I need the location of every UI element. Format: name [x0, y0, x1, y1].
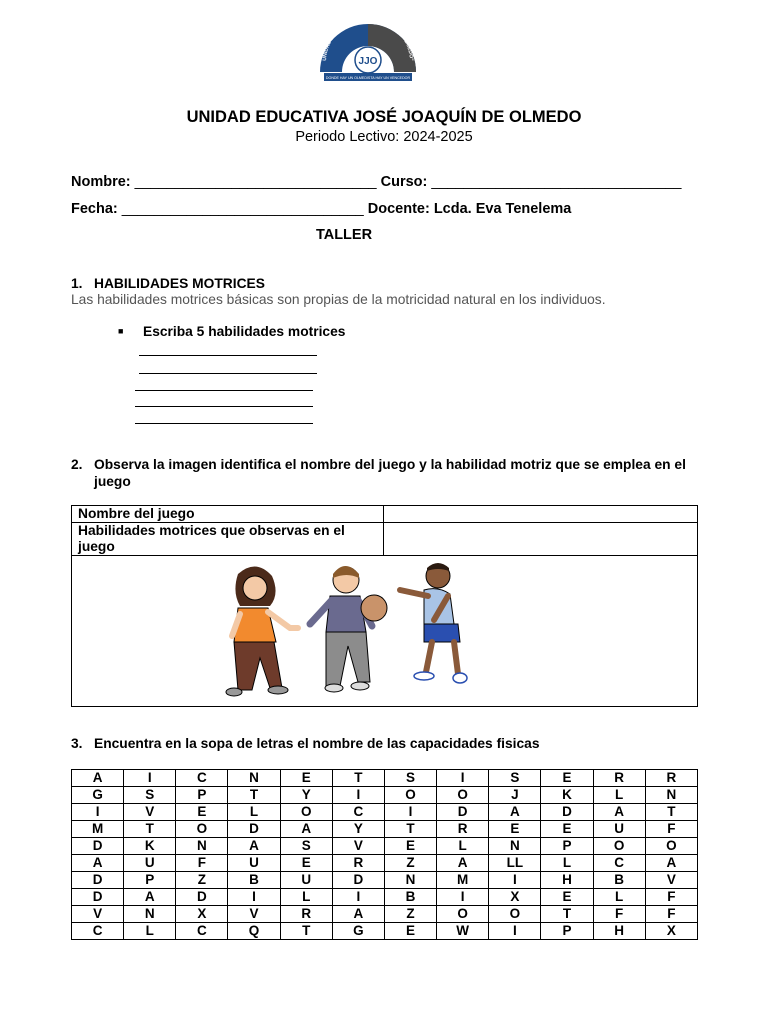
kids-playing-ball-illustration	[72, 556, 697, 702]
curso-field[interactable]: _______________________________	[431, 174, 682, 190]
word-search-cell[interactable]: L	[124, 923, 176, 940]
word-search-cell[interactable]: R	[437, 821, 489, 838]
word-search-cell[interactable]: E	[280, 855, 332, 872]
word-search-cell[interactable]: T	[541, 906, 593, 923]
girl-figure	[226, 566, 298, 696]
section3-title: Encuentra en la sopa de letras el nombre de las capacidades fisicas	[94, 736, 540, 751]
word-search-cell[interactable]: A	[228, 838, 280, 855]
word-search-cell[interactable]: E	[384, 838, 436, 855]
word-search-row	[72, 906, 698, 923]
word-search-cell[interactable]: F	[176, 855, 228, 872]
word-search-cell[interactable]: F	[645, 889, 697, 906]
word-search-cell[interactable]: X	[176, 906, 228, 923]
word-search-cell[interactable]: R	[332, 855, 384, 872]
word-search-cell[interactable]: Z	[384, 906, 436, 923]
word-search-cell[interactable]: O	[645, 838, 697, 855]
word-search-row	[72, 872, 698, 889]
motor-skills-answer[interactable]	[384, 523, 698, 556]
word-search-cell[interactable]: S	[124, 787, 176, 804]
word-search-cell[interactable]: E	[384, 923, 436, 940]
word-search-cell[interactable]: C	[176, 923, 228, 940]
section1-number: 1.	[71, 276, 83, 291]
word-search-cell[interactable]: U	[280, 872, 332, 889]
word-search-cell[interactable]: N	[645, 787, 697, 804]
word-search-cell[interactable]: D	[332, 872, 384, 889]
name-course-row	[71, 174, 681, 190]
section3-heading	[71, 736, 540, 751]
word-search-cell[interactable]: Y	[280, 787, 332, 804]
word-search-cell[interactable]: O	[437, 787, 489, 804]
word-search-row	[72, 838, 698, 855]
word-search-cell[interactable]: A	[124, 889, 176, 906]
boy-right-figure	[400, 563, 467, 683]
word-search-cell[interactable]: D	[541, 804, 593, 821]
word-search-cell[interactable]: E	[176, 804, 228, 821]
word-search-row	[72, 787, 698, 804]
word-search-cell[interactable]: N	[489, 838, 541, 855]
game-name-answer[interactable]	[384, 506, 698, 523]
word-search-cell[interactable]: Z	[384, 855, 436, 872]
word-search-row	[72, 923, 698, 940]
word-search-cell[interactable]: B	[593, 872, 645, 889]
word-search-cell[interactable]: G	[332, 923, 384, 940]
boy-figure	[310, 566, 372, 692]
word-search-cell[interactable]: T	[280, 923, 332, 940]
answer-line[interactable]	[135, 390, 313, 391]
word-search-cell[interactable]: L	[593, 889, 645, 906]
word-search-cell[interactable]: U	[124, 855, 176, 872]
word-search-cell[interactable]: O	[593, 838, 645, 855]
fecha-label: Fecha:	[71, 201, 118, 217]
word-search-cell[interactable]: N	[176, 838, 228, 855]
ball	[361, 595, 387, 621]
word-search-cell[interactable]: A	[645, 855, 697, 872]
word-search-cell[interactable]: Y	[332, 821, 384, 838]
word-search-cell[interactable]: D	[72, 872, 124, 889]
answer-line[interactable]	[135, 406, 313, 407]
word-search-cell[interactable]: T	[124, 821, 176, 838]
word-search-cell[interactable]: I	[437, 770, 489, 787]
school-year: Periodo Lectivo: 2024-2025	[295, 129, 473, 145]
word-search-cell[interactable]: V	[72, 906, 124, 923]
word-search-cell[interactable]: X	[645, 923, 697, 940]
word-search-cell[interactable]: N	[384, 872, 436, 889]
word-search-cell[interactable]: T	[384, 821, 436, 838]
word-search-cell[interactable]: H	[593, 923, 645, 940]
word-search-cell[interactable]: E	[280, 770, 332, 787]
word-search-cell[interactable]: I	[124, 770, 176, 787]
word-search-cell[interactable]: I	[332, 889, 384, 906]
word-search-grid	[71, 769, 698, 940]
word-search-cell[interactable]: G	[72, 787, 124, 804]
logo-text: UNIDAD EDUCATIVA "JOSÉ JOAQUÍN DE OLMEDO"	[321, 15, 414, 62]
word-search-cell[interactable]: C	[176, 770, 228, 787]
game-table	[71, 505, 698, 707]
word-search-cell[interactable]: U	[228, 855, 280, 872]
taller-heading: TALLER	[315, 227, 373, 243]
word-search-cell[interactable]: A	[593, 804, 645, 821]
word-search-cell[interactable]: S	[489, 770, 541, 787]
word-search-cell[interactable]: E	[489, 821, 541, 838]
word-search-cell[interactable]: F	[593, 906, 645, 923]
word-search-cell[interactable]: I	[489, 872, 541, 889]
word-search-cell[interactable]: X	[489, 889, 541, 906]
word-search-cell[interactable]: D	[176, 889, 228, 906]
word-search-cell[interactable]: Q	[228, 923, 280, 940]
school-logo	[312, 10, 424, 86]
word-search-cell[interactable]: S	[280, 838, 332, 855]
motor-skills-label: Habilidades motrices que observas en el juego	[72, 523, 384, 556]
word-search-cell[interactable]: R	[645, 770, 697, 787]
word-search-cell[interactable]: I	[228, 889, 280, 906]
word-search-row	[72, 804, 698, 821]
school-title: UNIDAD EDUCATIVA JOSÉ JOAQUÍN DE OLMEDO	[186, 108, 582, 126]
word-search-cell[interactable]: I	[489, 923, 541, 940]
word-search-cell[interactable]: L	[541, 855, 593, 872]
word-search-cell[interactable]: K	[541, 787, 593, 804]
word-search-cell[interactable]: M	[72, 821, 124, 838]
answer-line[interactable]	[135, 423, 313, 424]
word-search-row	[72, 889, 698, 906]
fecha-field[interactable]: ______________________________	[121, 201, 364, 217]
word-search-cell[interactable]: T	[332, 770, 384, 787]
word-search-cell[interactable]: LL	[489, 855, 541, 872]
word-search-cell[interactable]: O	[176, 821, 228, 838]
word-search-cell[interactable]: S	[384, 770, 436, 787]
word-search-cell[interactable]: O	[384, 787, 436, 804]
bullet-text: Escriba 5 habilidades motrices	[143, 324, 346, 339]
word-search-cell[interactable]: M	[437, 872, 489, 889]
logo-motto: DONDE HAY UN OLMEDISTA HAY UN VENCEDOR	[325, 76, 411, 80]
word-search-cell[interactable]: E	[541, 770, 593, 787]
word-search-cell[interactable]: L	[593, 787, 645, 804]
word-search-cell[interactable]: V	[332, 838, 384, 855]
word-search-cell[interactable]: O	[489, 906, 541, 923]
section2-heading	[71, 456, 701, 490]
word-search-cell[interactable]: K	[124, 838, 176, 855]
word-search-cell[interactable]: F	[645, 821, 697, 838]
word-search-cell[interactable]: B	[228, 872, 280, 889]
word-search-cell[interactable]: J	[489, 787, 541, 804]
word-search-cell[interactable]: A	[72, 855, 124, 872]
section3-number: 3.	[71, 736, 83, 751]
word-search-cell[interactable]: T	[228, 787, 280, 804]
word-search-cell[interactable]: R	[280, 906, 332, 923]
word-search-cell[interactable]: V	[228, 906, 280, 923]
word-search-cell[interactable]: A	[280, 821, 332, 838]
word-search-cell[interactable]: I	[437, 889, 489, 906]
nombre-label: Nombre:	[71, 174, 131, 190]
word-search-cell[interactable]: E	[541, 889, 593, 906]
section1-bullet	[118, 324, 345, 339]
word-search-row	[72, 821, 698, 838]
word-search-cell[interactable]: L	[437, 838, 489, 855]
word-search-row	[72, 770, 698, 787]
word-search-cell[interactable]: O	[280, 804, 332, 821]
word-search-cell[interactable]: A	[437, 855, 489, 872]
answer-line[interactable]	[139, 355, 317, 356]
word-search-cell[interactable]: F	[645, 906, 697, 923]
word-search-cell[interactable]: D	[72, 889, 124, 906]
word-search-cell[interactable]: P	[541, 923, 593, 940]
word-search-cell[interactable]: L	[228, 804, 280, 821]
word-search-cell[interactable]: U	[593, 821, 645, 838]
word-search-cell[interactable]: N	[228, 770, 280, 787]
word-search-cell[interactable]: A	[332, 906, 384, 923]
word-search-cell[interactable]: E	[541, 821, 593, 838]
word-search-cell[interactable]: I	[332, 787, 384, 804]
word-search-cell[interactable]: C	[332, 804, 384, 821]
word-search-cell[interactable]: C	[593, 855, 645, 872]
nombre-field[interactable]: ______________________________	[134, 174, 377, 190]
word-search-row	[72, 855, 698, 872]
word-search-cell[interactable]: H	[541, 872, 593, 889]
bullet-square-icon: ■	[118, 326, 124, 336]
word-search-cell[interactable]: P	[541, 838, 593, 855]
word-search-cell[interactable]: V	[124, 804, 176, 821]
word-search-cell[interactable]: P	[176, 787, 228, 804]
date-teacher-row	[71, 201, 571, 217]
word-search-cell[interactable]: D	[228, 821, 280, 838]
word-search-cell[interactable]: A	[72, 770, 124, 787]
section1-heading	[71, 276, 265, 291]
word-search-cell[interactable]: Z	[176, 872, 228, 889]
word-search-cell[interactable]: T	[645, 804, 697, 821]
word-search-cell[interactable]: I	[384, 804, 436, 821]
section2-number: 2.	[71, 457, 83, 472]
word-search-cell[interactable]: O	[437, 906, 489, 923]
word-search-cell[interactable]: D	[437, 804, 489, 821]
word-search-cell[interactable]: C	[72, 923, 124, 940]
word-search-cell[interactable]: P	[124, 872, 176, 889]
word-search-cell[interactable]: L	[280, 889, 332, 906]
logo-initials: JJO	[358, 56, 378, 67]
word-search-cell[interactable]: D	[72, 838, 124, 855]
word-search-cell[interactable]: I	[72, 804, 124, 821]
word-search-cell[interactable]: B	[384, 889, 436, 906]
game-name-label: Nombre del juego	[72, 506, 384, 523]
docente-label: Docente: Lcda. Eva Tenelema	[367, 201, 572, 217]
word-search-cell[interactable]: N	[124, 906, 176, 923]
word-search-cell[interactable]: A	[489, 804, 541, 821]
answer-line[interactable]	[139, 373, 317, 374]
word-search-cell[interactable]: W	[437, 923, 489, 940]
section2-title: Observa la imagen identifica el nombre del juego y la habilidad motriz que se emplea en el juego	[94, 457, 686, 489]
word-search-cell[interactable]: V	[645, 872, 697, 889]
section1-title: HABILIDADES MOTRICES	[94, 276, 265, 291]
game-illustration-cell	[72, 556, 698, 707]
curso-label: Curso:	[380, 174, 428, 190]
section1-description: Las habilidades motrices básicas son propias de la motricidad natural en los individuos.	[71, 292, 606, 307]
word-search-cell[interactable]: R	[593, 770, 645, 787]
